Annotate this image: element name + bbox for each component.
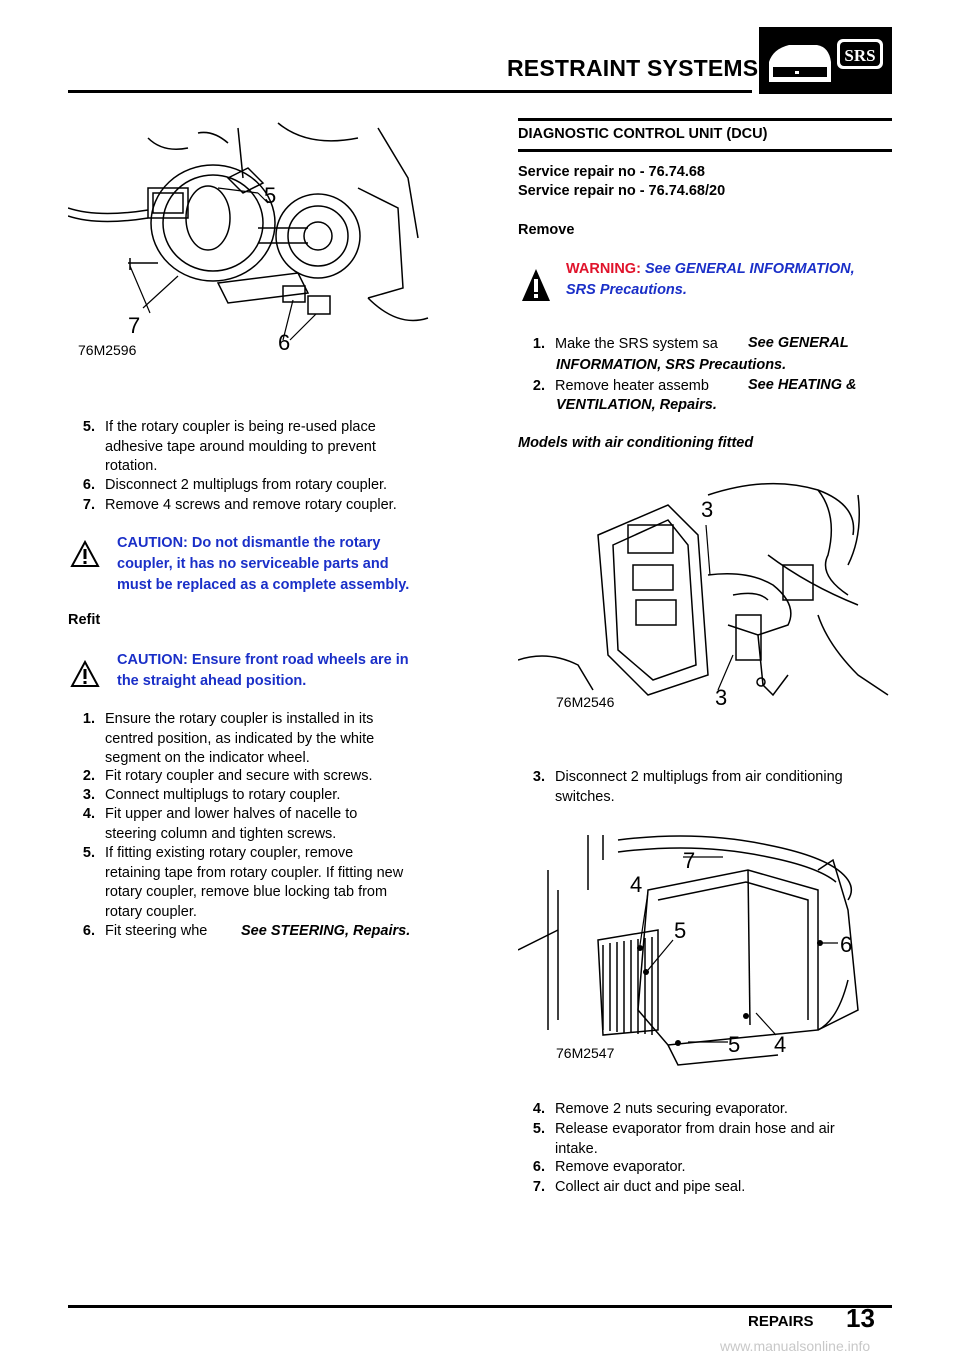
caution-text: CAUTION: Do not dismantle the rotary coupler, it has no serviceable parts and must be replaced as a complete assembly. (117, 535, 410, 593)
car-icon (759, 27, 892, 94)
header-rule (68, 90, 752, 93)
section-title: DIAGNOSTIC CONTROL UNIT (DCU) (518, 126, 768, 142)
section-rule-bottom (518, 149, 892, 152)
footer-rule (68, 1305, 892, 1308)
caution-text: CAUTION: Ensure front road wheels are in the straight ahead position. (117, 652, 409, 689)
cross-reference-link[interactable]: See GENERAL (748, 335, 849, 351)
svg-text:4: 4 (774, 1032, 787, 1057)
remove-heading: Remove (518, 222, 575, 238)
cross-reference-link[interactable]: See STEERING, Repairs. (241, 923, 411, 939)
svg-text:3: 3 (715, 685, 728, 710)
cross-reference-link[interactable]: INFORMATION, SRS Precautions. (556, 357, 787, 373)
figure-switch-multiplugs (518, 475, 892, 725)
figure-label: 76M2546 (556, 694, 615, 710)
svg-text:6: 6 (840, 932, 853, 957)
cross-reference-link[interactable]: See GENERAL INFORMATION, (644, 261, 855, 277)
cross-reference-link[interactable]: SRS Precautions. (566, 282, 687, 298)
srs-logo-text: SRS (844, 46, 876, 65)
svg-text:7: 7 (128, 313, 141, 338)
figure-evaporator (518, 830, 892, 1070)
svg-text:3: 3 (701, 497, 714, 522)
svg-text:7: 7 (683, 848, 696, 873)
caution-icon (70, 660, 100, 688)
section-rule-top (518, 118, 892, 121)
cross-reference-link[interactable]: See HEATING & (748, 377, 857, 393)
page-header-title: RESTRAINT SYSTEMS (507, 55, 759, 81)
refit-heading: Refit (68, 612, 101, 628)
srs-logo (759, 27, 892, 94)
service-repair-no: Service repair no - 76.74.68 (518, 164, 705, 180)
svg-text:5: 5 (674, 918, 687, 943)
watermark: www.manualsonline.info (720, 1338, 871, 1354)
svg-text:6: 6 (278, 330, 291, 355)
figure-rotary-coupler (68, 118, 440, 378)
footer-section: REPAIRS (748, 1313, 814, 1330)
warning-icon (520, 267, 552, 303)
service-repair-no: Service repair no - 76.74.68/20 (518, 183, 726, 199)
page-number: 13 (846, 1303, 875, 1333)
svg-text:5: 5 (728, 1032, 741, 1057)
svg-text:4: 4 (630, 872, 643, 897)
figure-label: 76M2547 (556, 1045, 615, 1061)
models-heading: Models with air conditioning fitted (518, 435, 754, 451)
figure-label: 76M2596 (78, 342, 137, 358)
cross-reference-link[interactable]: VENTILATION, Repairs. (556, 397, 717, 413)
warning-block: WARNING: See GENERAL INFORMATION, SRS Precautions. (566, 259, 896, 301)
svg-text:5: 5 (264, 183, 277, 208)
caution-icon (70, 540, 100, 568)
